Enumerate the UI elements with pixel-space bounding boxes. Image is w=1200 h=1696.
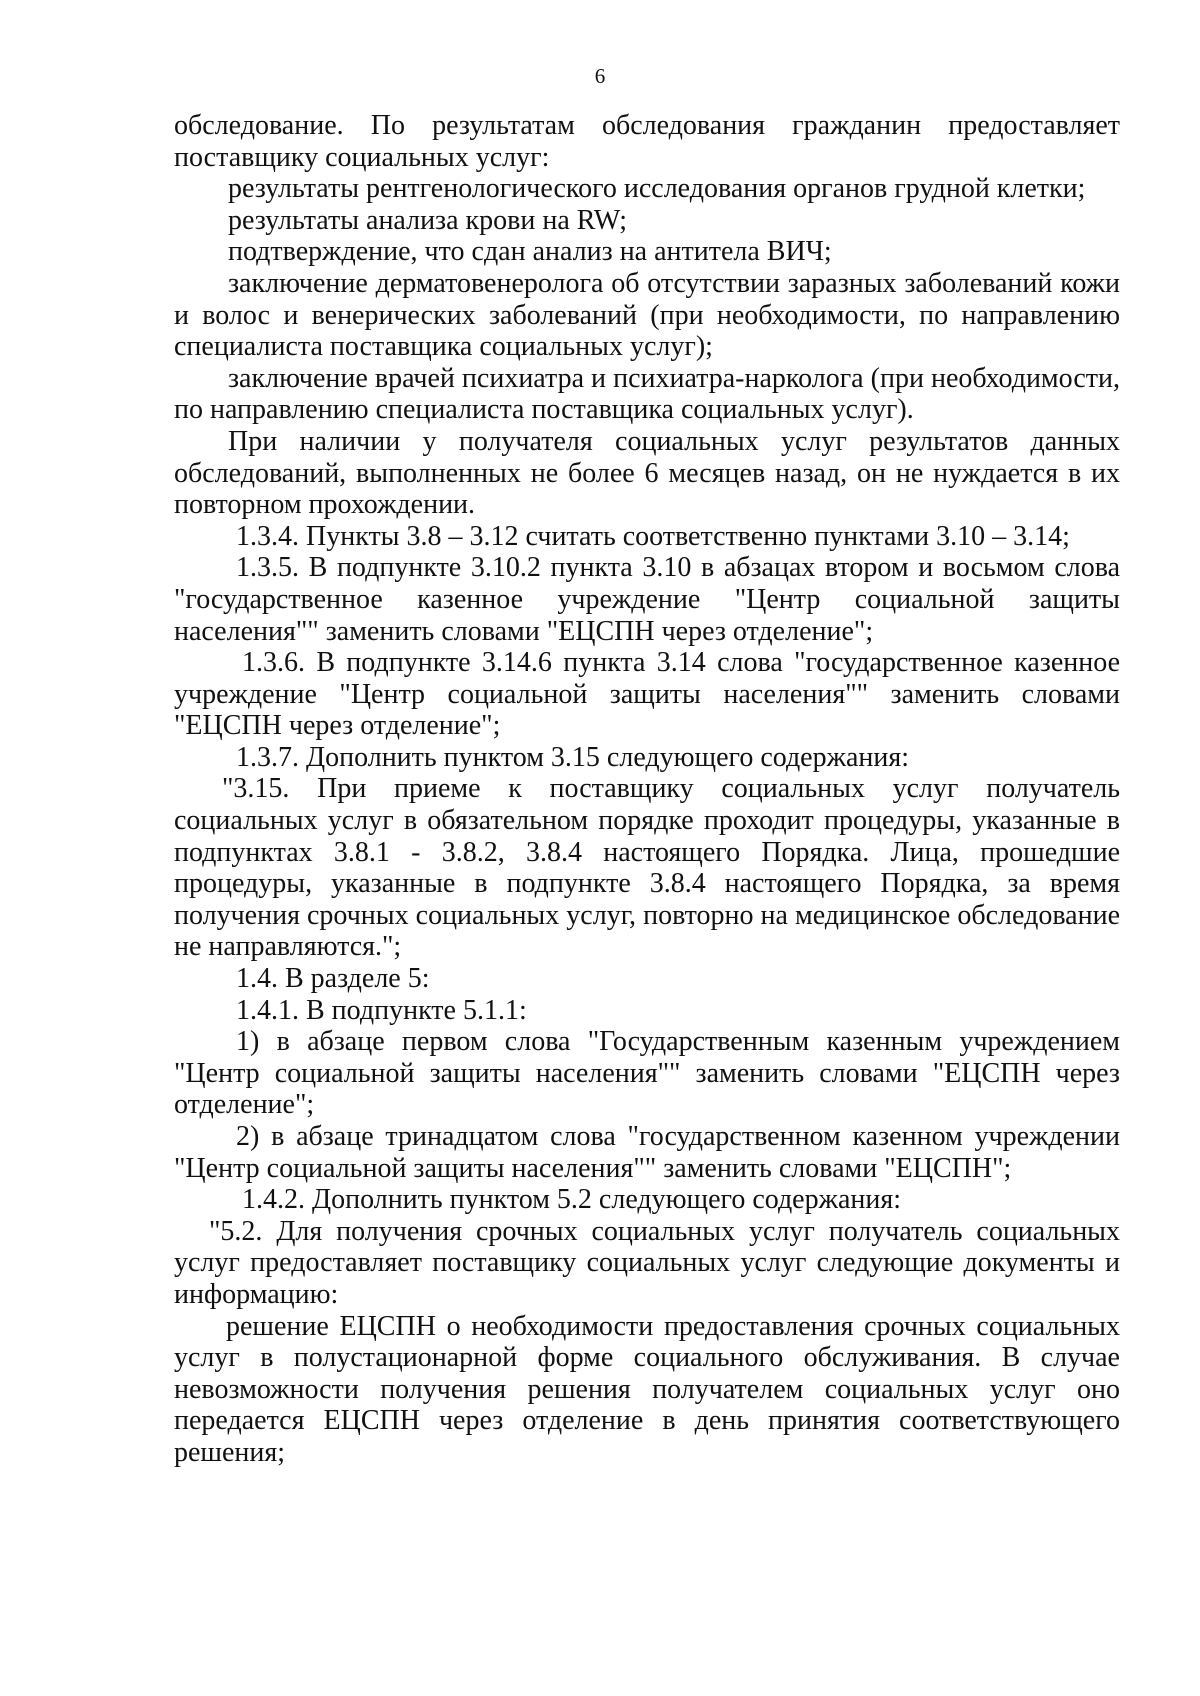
clause-3-15: "3.15. При приеме к поставщику социальных услуг получатель социальных услуг в обязательном порядке проходит процедуры, указанные в подпунктах 3.8.1 - 3.8.2, 3.8.4 настоящего Порядка. Лица, прошедшие процедуры, указанные в подпункте 3.8.4 настоящего Порядка, за время получения срочных социальных услуг, повторно на медицинское обследование не направляются."; <box>174 773 1120 963</box>
paragraph-continuation: обследование. По результатам обследования гражданин предоставляет поставщику социальных услуг: <box>174 110 1120 173</box>
subclause-2: 2) в абзаце тринадцатом слова "государственном казенном учреждении "Центр социальной защиты населения"" заменить словами "ЕЦСПН"; <box>174 1121 1120 1184</box>
page-number: 6 <box>594 64 606 88</box>
list-item-dermatologist: заключение дерматовенеролога об отсутствии заразных заболеваний кожи и волос и венерических заболеваний (при необходимости, по направлению специалиста поставщика социальных услуг); <box>174 267 1120 363</box>
document-body <box>174 110 1120 1469</box>
clause-1-4-2: 1.4.2. Дополнить пунктом 5.2 следующего содержания: <box>242 1184 902 1216</box>
paragraph-validity: При наличии у получателя социальных услуг результатов данных обследований, выполненных не более 6 месяцев назад, он не нуждается в их повторном прохождении. <box>174 425 1120 521</box>
list-item-hiv-test: подтверждение, что сдан анализ на антитела ВИЧ; <box>228 236 832 268</box>
clause-1-3-7: 1.3.7. Дополнить пунктом 3.15 следующего содержания: <box>236 741 910 773</box>
clause-1-3-4: 1.3.4. Пункты 3.8 – 3.12 считать соответственно пунктами 3.10 – 3.14; <box>236 520 1070 552</box>
list-item-decision: решение ЕЦСПН о необходимости предоставления срочных социальных услуг в полустационарной форме социального обслуживания. В случае невозможности получения решения получателем социальных услуг оно передается ЕЦСПН через отделение в день принятия соответствующего решения; <box>174 1310 1120 1468</box>
subclause-1: 1) в абзаце первом слова "Государственным казенным учреждением "Центр социальной защиты населения"" заменить словами "ЕЦСПН через отделение"; <box>174 1026 1120 1121</box>
clause-1-3-5: 1.3.5. В подпункте 3.10.2 пункта 3.10 в абзацах втором и восьмом слова "государственное казенное учреждение "Центр социальной защиты населения"" заменить словами "ЕЦСПН через отделение"; <box>174 552 1120 647</box>
list-item-xray: результаты рентгенологического исследования органов грудной клетки; <box>228 173 1086 205</box>
clause-1-4: 1.4. В разделе 5: <box>236 963 430 995</box>
clause-5-2: "5.2. Для получения срочных социальных услуг получатель социальных услуг предоставляет поставщику социальных услуг следующие документы и информацию: <box>174 1215 1120 1310</box>
clause-1-3-6: 1.3.6. В подпункте 3.14.6 пункта 3.14 слова "государственное казенное учреждение "Центр социальной защиты населения"" заменить словами "ЕЦСПН через отделение"; <box>174 647 1120 742</box>
list-item-psychiatrist: заключение врачей психиатра и психиатра-нарколога (при необходимости, по направлению специалиста поставщика социальных услуг). <box>174 362 1120 426</box>
list-item-blood-test: результаты анализа крови на RW; <box>228 204 628 236</box>
clause-1-4-1: 1.4.1. В подпункте 5.1.1: <box>236 994 527 1026</box>
